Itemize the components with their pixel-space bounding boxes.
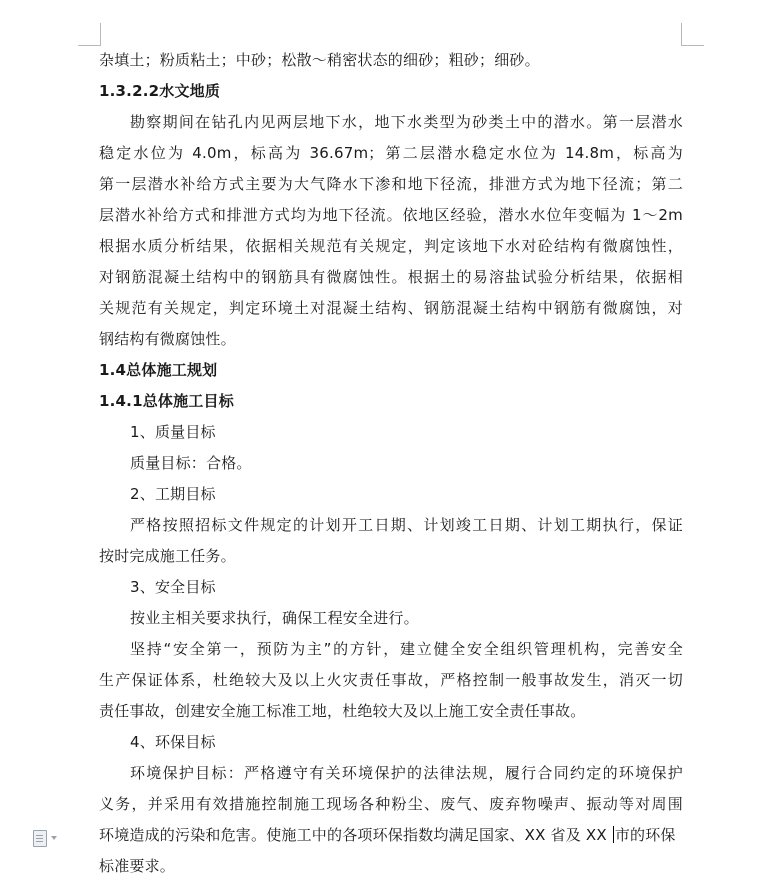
paragraph-line: 质量目标：合格。 bbox=[130, 454, 252, 472]
paragraph-line: 对钢筋混凝土结构中的钢筋具有微腐蚀性。根据土的易溶盐试验分析结果，依据相 bbox=[99, 268, 683, 286]
paragraph-line: 勘察期间在钻孔内见两层地下水，地下水类型为砂类土中的潜水。第一层潜水 bbox=[130, 113, 683, 131]
list-item-environment-goal: 4、环保目标 bbox=[130, 733, 216, 751]
paragraph-line: 稳定水位为 4.0m，标高为 36.67m；第二层潜水稳定水位为 14.8m，标高为 bbox=[99, 144, 683, 162]
paragraph-line: 生产保证体系，杜绝较大及以上火灾责任事故，严格控制一般事故发生，消灭一切 bbox=[99, 671, 683, 689]
paragraph-line: 按时完成施工任务。 bbox=[99, 547, 236, 565]
section-heading-overall-planning: 1.4总体施工规划 bbox=[99, 361, 218, 379]
paragraph-line: 根据水质分析结果，依据相关规范有关规定，判定该地下水对砼结构有微腐蚀性， bbox=[99, 237, 683, 255]
paragraph-line: 按业主相关要求执行，确保工程安全进行。 bbox=[130, 609, 419, 627]
section-heading-overall-goals: 1.4.1总体施工目标 bbox=[99, 392, 234, 410]
paragraph-line: 环境保护目标：严格遵守有关环境保护的法律法规，履行合同约定的环境保护 bbox=[130, 764, 683, 782]
document-icon[interactable] bbox=[33, 830, 47, 847]
section-heading-hydrogeology: 1.3.2.2水文地质 bbox=[99, 82, 221, 100]
text-after-cursor: 市的环保 bbox=[614, 826, 676, 844]
list-item-schedule-goal: 2、工期目标 bbox=[130, 485, 216, 503]
page-corner-mark-top-left bbox=[78, 23, 101, 46]
paragraph-line: 杂填土；粉质粘土；中砂；松散～稍密状态的细砂；粗砂；细砂。 bbox=[99, 51, 540, 69]
page-corner-mark-top-right bbox=[681, 23, 704, 46]
paragraph-line: 关规范有关规定，判定环境土对混凝土结构、钢筋混凝土结构中钢筋有微腐蚀，对 bbox=[99, 299, 683, 317]
paragraph-line: 层潜水补给方式和排泄方式均为地下径流。依地区经验，潜水水位年变幅为 1～2m bbox=[99, 206, 683, 224]
text-before-cursor: 环境造成的污染和危害。使施工中的各项环保指数均满足国家、XX 省及 XX bbox=[99, 826, 612, 844]
list-item-safety-goal: 3、安全目标 bbox=[130, 578, 216, 596]
paragraph-line: 坚持“安全第一，预防为主”的方针，建立健全安全组织管理机构，完善安全 bbox=[130, 640, 683, 658]
chevron-down-icon[interactable] bbox=[51, 836, 57, 840]
text-cursor bbox=[613, 826, 614, 843]
paragraph-line: 责任事故，创建安全施工标准工地，杜绝较大及以上施工安全责任事故。 bbox=[99, 702, 586, 720]
list-item-quality-goal: 1、质量目标 bbox=[130, 423, 216, 441]
paragraph-line: 钢结构有微腐蚀性。 bbox=[99, 330, 236, 348]
paragraph-line-with-cursor bbox=[99, 820, 683, 851]
paragraph-line: 严格按照招标文件规定的计划开工日期、计划竣工日期、计划工期执行，保证 bbox=[130, 516, 683, 534]
paragraph-line: 义务，并采用有效措施控制施工现场各种粉尘、废气、废弃物噪声、振动等对周围 bbox=[99, 795, 683, 813]
paragraph-line: 第一层潜水补给方式主要为大气降水下渗和地下径流，排泄方式为地下径流；第二 bbox=[99, 175, 683, 193]
paragraph-line: 标准要求。 bbox=[99, 857, 176, 875]
document-body[interactable] bbox=[99, 45, 683, 882]
